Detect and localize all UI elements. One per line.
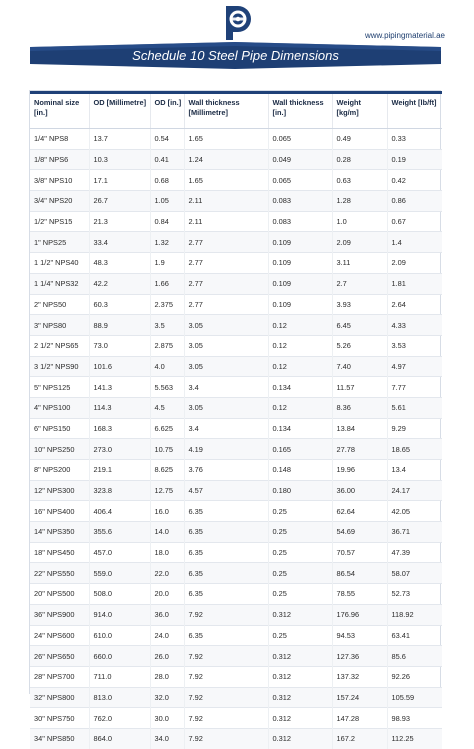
column-header-nominal-size: Nominal size [in.]: [30, 93, 89, 129]
column-header-od-in: OD [in.]: [150, 93, 184, 129]
cell-wall-mm: 6.35: [184, 501, 268, 522]
cell-wall-mm: 2.11: [184, 191, 268, 212]
cell-od-in: 5.563: [150, 377, 184, 398]
cell-nominal-size: 2 1/2" NPS65: [30, 335, 89, 356]
cell-od-mm: 48.3: [89, 253, 150, 274]
cell-od-mm: 914.0: [89, 604, 150, 625]
cell-wall-in: 0.083: [268, 191, 332, 212]
cell-od-in: 24.0: [150, 625, 184, 646]
cell-weight-kgm: 167.2: [332, 728, 387, 748]
cell-od-mm: 610.0: [89, 625, 150, 646]
cell-od-mm: 406.4: [89, 501, 150, 522]
cell-wall-mm: 6.35: [184, 584, 268, 605]
cell-weight-lbft: 52.73: [387, 584, 442, 605]
cell-nominal-size: 3" NPS80: [30, 315, 89, 336]
table-row: [30, 315, 442, 336]
cell-nominal-size: 10" NPS250: [30, 439, 89, 460]
cell-od-mm: 33.4: [89, 232, 150, 253]
cell-weight-lbft: 85.6: [387, 646, 442, 667]
cell-wall-in: 0.25: [268, 625, 332, 646]
cell-weight-lbft: 92.26: [387, 666, 442, 687]
cell-weight-kgm: 157.24: [332, 687, 387, 708]
cell-weight-kgm: 3.93: [332, 294, 387, 315]
cell-weight-kgm: 11.57: [332, 377, 387, 398]
cell-weight-lbft: 24.17: [387, 480, 442, 501]
table-row: [30, 294, 442, 315]
cell-wall-in: 0.109: [268, 273, 332, 294]
cell-od-in: 4.5: [150, 397, 184, 418]
cell-weight-kgm: 78.55: [332, 584, 387, 605]
cell-wall-in: 0.109: [268, 253, 332, 274]
table-row: [30, 377, 442, 398]
cell-weight-lbft: 0.86: [387, 191, 442, 212]
cell-od-mm: 42.2: [89, 273, 150, 294]
cell-wall-mm: 3.4: [184, 418, 268, 439]
cell-nominal-size: 4" NPS100: [30, 397, 89, 418]
cell-wall-in: 0.312: [268, 646, 332, 667]
table-row: [30, 149, 442, 170]
cell-weight-kgm: 147.28: [332, 708, 387, 729]
cell-od-mm: 73.0: [89, 335, 150, 356]
cell-od-mm: 10.3: [89, 149, 150, 170]
cell-od-mm: 141.3: [89, 377, 150, 398]
cell-wall-mm: 6.35: [184, 542, 268, 563]
cell-nominal-size: 2" NPS50: [30, 294, 89, 315]
cell-wall-in: 0.12: [268, 315, 332, 336]
cell-weight-lbft: 0.33: [387, 129, 442, 150]
cell-weight-lbft: 2.09: [387, 253, 442, 274]
cell-wall-in: 0.134: [268, 377, 332, 398]
cell-od-in: 0.68: [150, 170, 184, 191]
cell-weight-lbft: 1.81: [387, 273, 442, 294]
cell-wall-in: 0.165: [268, 439, 332, 460]
cell-wall-mm: 1.65: [184, 129, 268, 150]
cell-wall-mm: 4.57: [184, 480, 268, 501]
cell-nominal-size: 26" NPS650: [30, 646, 89, 667]
cell-weight-lbft: 4.97: [387, 356, 442, 377]
table-row: [30, 170, 442, 191]
cell-wall-mm: 1.24: [184, 149, 268, 170]
cell-nominal-size: 3/8" NPS10: [30, 170, 89, 191]
cell-wall-mm: 7.92: [184, 728, 268, 748]
cell-weight-lbft: 7.77: [387, 377, 442, 398]
cell-od-in: 28.0: [150, 666, 184, 687]
table-row: [30, 129, 442, 150]
cell-od-mm: 114.3: [89, 397, 150, 418]
cell-od-mm: 88.9: [89, 315, 150, 336]
table-row: [30, 418, 442, 439]
cell-wall-mm: 3.4: [184, 377, 268, 398]
cell-wall-in: 0.065: [268, 170, 332, 191]
table-row: [30, 273, 442, 294]
cell-weight-kgm: 94.53: [332, 625, 387, 646]
cell-od-mm: 273.0: [89, 439, 150, 460]
cell-od-in: 12.75: [150, 480, 184, 501]
cell-weight-lbft: 13.4: [387, 460, 442, 481]
cell-wall-mm: 6.35: [184, 563, 268, 584]
cell-nominal-size: 16" NPS400: [30, 501, 89, 522]
cell-od-in: 1.66: [150, 273, 184, 294]
cell-nominal-size: 1" NPS25: [30, 232, 89, 253]
cell-wall-in: 0.065: [268, 129, 332, 150]
cell-weight-kgm: 0.49: [332, 129, 387, 150]
cell-wall-mm: 2.77: [184, 253, 268, 274]
cell-wall-mm: 6.35: [184, 625, 268, 646]
cell-weight-kgm: 2.09: [332, 232, 387, 253]
cell-nominal-size: 1/2" NPS15: [30, 211, 89, 232]
cell-od-mm: 21.3: [89, 211, 150, 232]
page-title: Schedule 10 Steel Pipe Dimensions: [132, 48, 339, 63]
table-row: [30, 356, 442, 377]
cell-od-in: 1.32: [150, 232, 184, 253]
cell-wall-mm: 7.92: [184, 708, 268, 729]
cell-wall-mm: 2.77: [184, 232, 268, 253]
cell-od-mm: 813.0: [89, 687, 150, 708]
cell-weight-kgm: 2.7: [332, 273, 387, 294]
cell-od-in: 0.41: [150, 149, 184, 170]
cell-od-in: 1.05: [150, 191, 184, 212]
cell-wall-in: 0.312: [268, 687, 332, 708]
cell-nominal-size: 30" NPS750: [30, 708, 89, 729]
cell-weight-kgm: 19.96: [332, 460, 387, 481]
cell-weight-kgm: 13.84: [332, 418, 387, 439]
cell-od-in: 1.9: [150, 253, 184, 274]
cell-weight-lbft: 0.42: [387, 170, 442, 191]
cell-od-in: 16.0: [150, 501, 184, 522]
cell-weight-lbft: 18.65: [387, 439, 442, 460]
cell-wall-in: 0.109: [268, 294, 332, 315]
cell-od-in: 2.875: [150, 335, 184, 356]
cell-weight-kgm: 127.36: [332, 646, 387, 667]
cell-weight-lbft: 0.19: [387, 149, 442, 170]
cell-od-in: 2.375: [150, 294, 184, 315]
cell-weight-lbft: 42.05: [387, 501, 442, 522]
cell-weight-kgm: 62.64: [332, 501, 387, 522]
cell-od-mm: 711.0: [89, 666, 150, 687]
cell-nominal-size: 20" NPS500: [30, 584, 89, 605]
table-row: [30, 439, 442, 460]
cell-weight-kgm: 27.78: [332, 439, 387, 460]
cell-od-in: 8.625: [150, 460, 184, 481]
cell-od-mm: 168.3: [89, 418, 150, 439]
cell-weight-lbft: 36.71: [387, 522, 442, 543]
table-row: [30, 728, 442, 748]
cell-nominal-size: 22" NPS550: [30, 563, 89, 584]
cell-od-in: 0.84: [150, 211, 184, 232]
cell-od-in: 30.0: [150, 708, 184, 729]
cell-od-in: 10.75: [150, 439, 184, 460]
cell-od-in: 6.625: [150, 418, 184, 439]
cell-od-mm: 101.6: [89, 356, 150, 377]
cell-od-mm: 762.0: [89, 708, 150, 729]
table-row: [30, 666, 442, 687]
cell-weight-lbft: 58.07: [387, 563, 442, 584]
cell-wall-mm: 6.35: [184, 522, 268, 543]
cell-wall-in: 0.12: [268, 356, 332, 377]
cell-wall-in: 0.25: [268, 563, 332, 584]
cell-weight-kgm: 70.57: [332, 542, 387, 563]
cell-nominal-size: 1 1/2" NPS40: [30, 253, 89, 274]
cell-wall-mm: 2.11: [184, 211, 268, 232]
cell-wall-in: 0.12: [268, 397, 332, 418]
dimensions-table: [29, 90, 441, 744]
cell-wall-mm: 3.76: [184, 460, 268, 481]
cell-weight-lbft: 0.67: [387, 211, 442, 232]
cell-od-in: 4.0: [150, 356, 184, 377]
site-url[interactable]: www.pipingmaterial.ae: [364, 31, 445, 40]
cell-wall-mm: 7.92: [184, 604, 268, 625]
cell-od-mm: 355.6: [89, 522, 150, 543]
table-row: [30, 687, 442, 708]
cell-wall-mm: 4.19: [184, 439, 268, 460]
column-header-wall-in: Wall thickness [in.]: [268, 93, 332, 129]
table-row: [30, 708, 442, 729]
cell-weight-lbft: 118.92: [387, 604, 442, 625]
table-row: [30, 646, 442, 667]
cell-weight-lbft: 105.59: [387, 687, 442, 708]
column-header-weight-kgm: Weight [kg/m]: [332, 93, 387, 129]
cell-nominal-size: 12" NPS300: [30, 480, 89, 501]
cell-wall-in: 0.148: [268, 460, 332, 481]
cell-od-in: 22.0: [150, 563, 184, 584]
cell-wall-in: 0.25: [268, 542, 332, 563]
cell-nominal-size: 34" NPS850: [30, 728, 89, 748]
cell-wall-in: 0.25: [268, 584, 332, 605]
cell-od-mm: 17.1: [89, 170, 150, 191]
cell-weight-kgm: 1.28: [332, 191, 387, 212]
cell-weight-lbft: 9.29: [387, 418, 442, 439]
cell-wall-mm: 3.05: [184, 315, 268, 336]
cell-wall-in: 0.049: [268, 149, 332, 170]
cell-wall-mm: 3.05: [184, 335, 268, 356]
cell-od-in: 36.0: [150, 604, 184, 625]
cell-weight-lbft: 3.53: [387, 335, 442, 356]
table-row: [30, 501, 442, 522]
cell-od-in: 3.5: [150, 315, 184, 336]
cell-od-mm: 508.0: [89, 584, 150, 605]
cell-weight-kgm: 54.69: [332, 522, 387, 543]
cell-nominal-size: 32" NPS800: [30, 687, 89, 708]
cell-nominal-size: 3/4" NPS20: [30, 191, 89, 212]
table-row: [30, 397, 442, 418]
cell-nominal-size: 1/4" NPS8: [30, 129, 89, 150]
cell-od-in: 18.0: [150, 542, 184, 563]
cell-nominal-size: 36" NPS900: [30, 604, 89, 625]
cell-nominal-size: 1/8" NPS6: [30, 149, 89, 170]
cell-wall-in: 0.25: [268, 522, 332, 543]
cell-weight-kgm: 7.40: [332, 356, 387, 377]
table-row: [30, 625, 442, 646]
cell-od-mm: 323.8: [89, 480, 150, 501]
cell-od-in: 0.54: [150, 129, 184, 150]
cell-weight-lbft: 2.64: [387, 294, 442, 315]
cell-nominal-size: 1 1/4" NPS32: [30, 273, 89, 294]
cell-weight-kgm: 176.96: [332, 604, 387, 625]
cell-wall-in: 0.12: [268, 335, 332, 356]
cell-weight-lbft: 47.39: [387, 542, 442, 563]
cell-weight-kgm: 3.11: [332, 253, 387, 274]
cell-wall-in: 0.312: [268, 604, 332, 625]
table-row: [30, 253, 442, 274]
table-row: [30, 232, 442, 253]
cell-weight-kgm: 0.28: [332, 149, 387, 170]
cell-weight-lbft: 112.25: [387, 728, 442, 748]
company-logo: [218, 2, 256, 40]
cell-od-mm: 60.3: [89, 294, 150, 315]
column-header-weight-lbft: Weight [lb/ft]: [387, 93, 442, 129]
table-header-row: [30, 93, 442, 129]
cell-weight-kgm: 8.36: [332, 397, 387, 418]
cell-wall-mm: 2.77: [184, 294, 268, 315]
column-header-od-mm: OD [Millimetre]: [89, 93, 150, 129]
table-body: [30, 129, 442, 749]
table-row: [30, 563, 442, 584]
cell-wall-in: 0.312: [268, 666, 332, 687]
table-row: [30, 584, 442, 605]
table-row: [30, 335, 442, 356]
column-header-wall-mm: Wall thickness [Millimetre]: [184, 93, 268, 129]
cell-od-mm: 13.7: [89, 129, 150, 150]
cell-nominal-size: 8" NPS200: [30, 460, 89, 481]
cell-wall-mm: 1.65: [184, 170, 268, 191]
cell-wall-in: 0.180: [268, 480, 332, 501]
cell-nominal-size: 3 1/2" NPS90: [30, 356, 89, 377]
cell-wall-in: 0.083: [268, 211, 332, 232]
cell-od-mm: 219.1: [89, 460, 150, 481]
table-row: [30, 211, 442, 232]
cell-weight-lbft: 98.93: [387, 708, 442, 729]
cell-weight-lbft: 5.61: [387, 397, 442, 418]
table-row: [30, 542, 442, 563]
cell-wall-in: 0.134: [268, 418, 332, 439]
cell-nominal-size: 14" NPS350: [30, 522, 89, 543]
cell-nominal-size: 24" NPS600: [30, 625, 89, 646]
cell-od-in: 20.0: [150, 584, 184, 605]
cell-weight-kgm: 1.0: [332, 211, 387, 232]
cell-nominal-size: 28" NPS700: [30, 666, 89, 687]
table-row: [30, 191, 442, 212]
cell-wall-in: 0.109: [268, 232, 332, 253]
cell-weight-kgm: 5.26: [332, 335, 387, 356]
cell-wall-mm: 7.92: [184, 687, 268, 708]
cell-od-mm: 457.0: [89, 542, 150, 563]
cell-od-mm: 660.0: [89, 646, 150, 667]
cell-weight-lbft: 4.33: [387, 315, 442, 336]
cell-weight-kgm: 6.45: [332, 315, 387, 336]
cell-wall-mm: 2.77: [184, 273, 268, 294]
cell-weight-kgm: 0.63: [332, 170, 387, 191]
cell-wall-in: 0.312: [268, 728, 332, 748]
cell-wall-mm: 3.05: [184, 356, 268, 377]
cell-weight-kgm: 137.32: [332, 666, 387, 687]
cell-wall-mm: 7.92: [184, 646, 268, 667]
cell-wall-in: 0.312: [268, 708, 332, 729]
table-row: [30, 460, 442, 481]
cell-od-mm: 864.0: [89, 728, 150, 748]
table-row: [30, 604, 442, 625]
cell-od-in: 14.0: [150, 522, 184, 543]
table-row: [30, 522, 442, 543]
cell-od-mm: 26.7: [89, 191, 150, 212]
cell-weight-kgm: 36.00: [332, 480, 387, 501]
cell-wall-mm: 7.92: [184, 666, 268, 687]
cell-nominal-size: 18" NPS450: [30, 542, 89, 563]
cell-weight-kgm: 86.54: [332, 563, 387, 584]
cell-weight-lbft: 63.41: [387, 625, 442, 646]
cell-od-mm: 559.0: [89, 563, 150, 584]
cell-weight-lbft: 1.4: [387, 232, 442, 253]
cell-wall-mm: 3.05: [184, 397, 268, 418]
cell-od-in: 26.0: [150, 646, 184, 667]
cell-wall-in: 0.25: [268, 501, 332, 522]
cell-nominal-size: 5" NPS125: [30, 377, 89, 398]
table-row: [30, 480, 442, 501]
cell-nominal-size: 6" NPS150: [30, 418, 89, 439]
cell-od-in: 32.0: [150, 687, 184, 708]
cell-od-in: 34.0: [150, 728, 184, 748]
